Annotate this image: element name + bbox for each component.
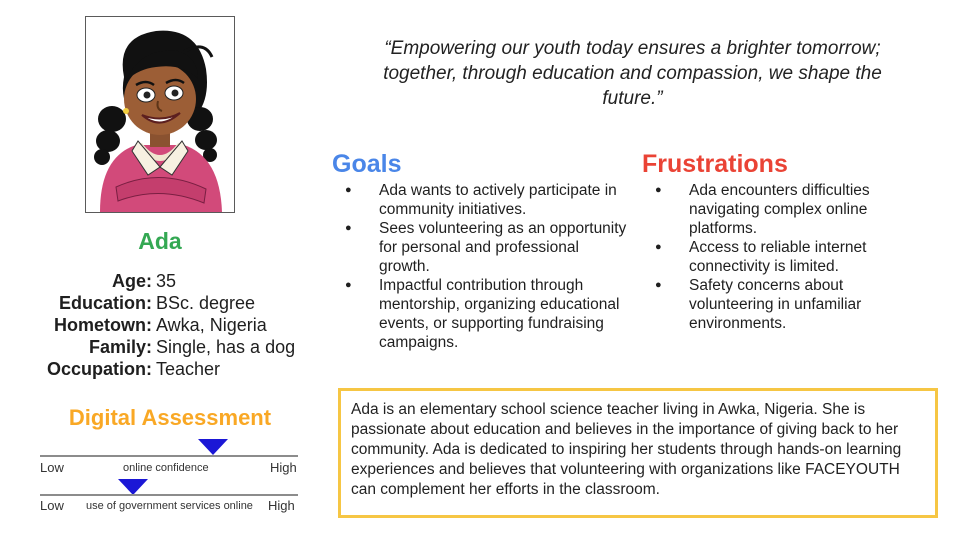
- scale-line-government-services: [40, 494, 298, 496]
- persona-quote: “Empowering our youth today ensures a brighter tomorrow; together, through education and compassion, we shape the future.”: [383, 38, 882, 109]
- frustrations-list: [642, 181, 922, 333]
- scale-label-government-services: use of government services online: [86, 500, 253, 512]
- demographic-label: Occupation:: [46, 359, 152, 379]
- demographic-label: Education:: [59, 293, 152, 313]
- demographic-occupation: [0, 358, 330, 380]
- demographic-value: BSc. degree: [156, 293, 256, 313]
- scale-high-label: High: [270, 460, 297, 475]
- cartoon-portrait-woman-icon: [86, 17, 234, 212]
- persona-name: Ada: [138, 228, 182, 254]
- scale-low-label: Low: [40, 498, 64, 513]
- goals-list: [332, 181, 632, 352]
- scale-high-label: High: [268, 498, 295, 513]
- demographic-age: [0, 270, 330, 292]
- demographic-education: [0, 292, 330, 314]
- frustration-item: ● Access to reliable internet connectivity is limited.: [642, 238, 922, 276]
- scale-label-online-confidence: online confidence: [123, 462, 209, 474]
- demographic-value: Teacher: [156, 359, 221, 379]
- scale-line-online-confidence: [40, 455, 298, 457]
- demographic-label: Hometown:: [54, 315, 152, 335]
- frustrations-title: Frustrations: [642, 150, 788, 178]
- digital-assessment-title: Digital Assessment: [68, 405, 272, 430]
- frustration-item: ● Ada encounters difficulties navigating complex online platforms.: [642, 181, 922, 238]
- demographic-label: Age:: [112, 271, 152, 291]
- demographic-label: Family:: [88, 337, 152, 357]
- demographic-value: 35: [156, 271, 177, 291]
- goal-item: ● Ada wants to actively participate in community initiatives.: [332, 181, 632, 219]
- frustration-item: ● Safety concerns about volunteering in unfamiliar environments.: [642, 276, 922, 333]
- scale-marker-government-services: [118, 479, 148, 495]
- demographic-family: [0, 336, 330, 358]
- scale-marker-online-confidence: [198, 439, 228, 455]
- goal-item: ● Impactful contribution through mentorship, organizing educational events, or supporting fundraising campaigns.: [332, 276, 632, 352]
- persona-bio: Ada is an elementary school science teacher living in Awka, Nigeria. She is passionate about education and believes in the importance of giving back to her community. Ada is dedicated to inspiring her students through hands-on learning experiences and believes that volunteering with organizations like FACEYOUTH can complement her efforts in the classroom.: [338, 388, 938, 518]
- goal-item: ● Sees volunteering as an opportunity for personal and professional growth.: [332, 219, 632, 276]
- demographic-value: Single, has a dog: [156, 337, 296, 357]
- demographic-value: Awka, Nigeria: [156, 315, 267, 335]
- scale-low-label: Low: [40, 460, 64, 475]
- goals-title: Goals: [332, 150, 402, 178]
- persona-portrait: [85, 16, 235, 213]
- demographic-hometown: [0, 314, 330, 336]
